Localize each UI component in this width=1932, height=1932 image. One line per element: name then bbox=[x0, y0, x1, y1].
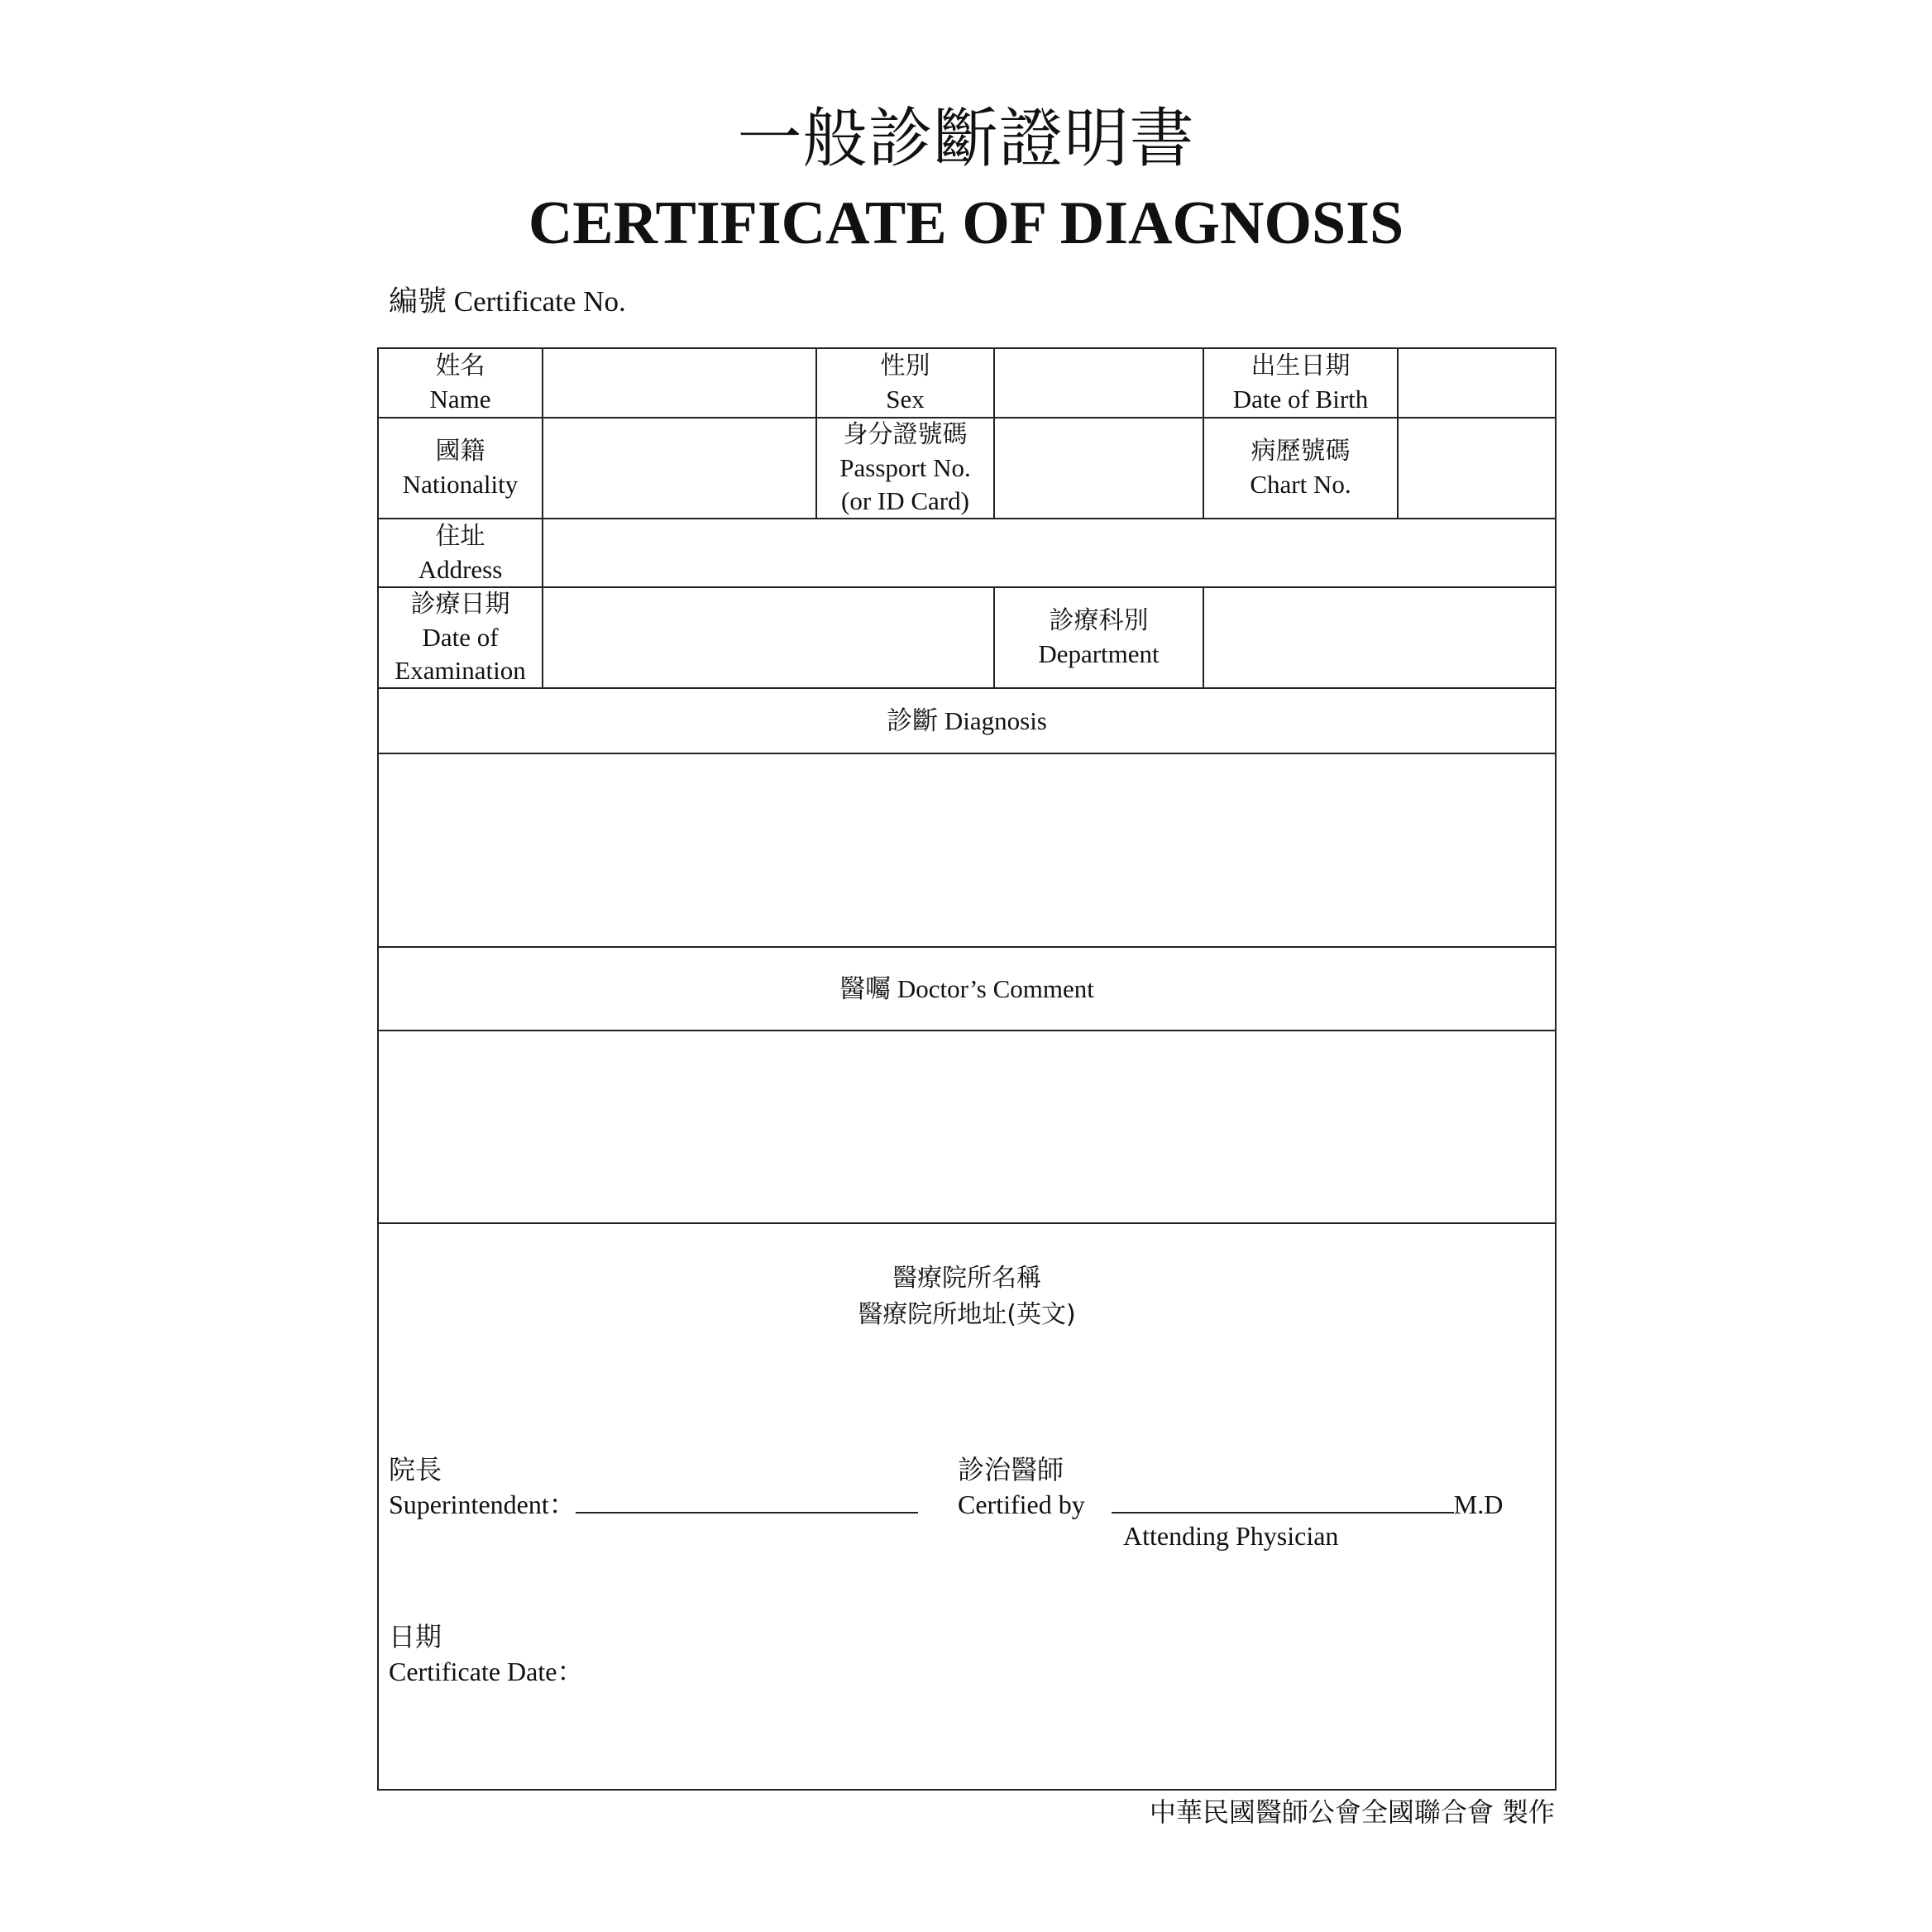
exam-date-field[interactable] bbox=[543, 588, 993, 687]
superintendent-signature[interactable] bbox=[389, 1487, 918, 1522]
address-field[interactable] bbox=[543, 519, 1555, 586]
chart-label: 病歷號碼 Chart No. bbox=[1250, 437, 1351, 499]
name-field[interactable] bbox=[543, 349, 815, 417]
attending-physician-caption: Attending Physician bbox=[1123, 1521, 1339, 1551]
certified-by-label: Certified by bbox=[958, 1490, 1085, 1519]
title-english: CERTIFICATE OF DIAGNOSIS bbox=[528, 189, 1404, 257]
name-label: 姓名 Name bbox=[429, 351, 491, 414]
certificate-date-label-zh: 日期 bbox=[389, 1621, 442, 1652]
hospital-name: 醫療院所名稱 bbox=[892, 1264, 1041, 1293]
sex-label: 性別 Sex bbox=[880, 351, 930, 414]
sex-field[interactable] bbox=[995, 349, 1203, 417]
passport-field[interactable] bbox=[995, 418, 1203, 518]
dob-field[interactable] bbox=[1399, 349, 1555, 417]
nationality-field[interactable] bbox=[543, 418, 815, 518]
address-label: 住址 Address bbox=[418, 521, 503, 584]
md-suffix: M.D bbox=[1453, 1490, 1504, 1519]
certificate-number-label: 編號 Certificate No. bbox=[389, 285, 626, 318]
department-label: 診療科別 Department bbox=[1038, 606, 1160, 668]
chart-field[interactable] bbox=[1399, 418, 1555, 518]
dob-label: 出生日期 Date of Birth bbox=[1232, 351, 1369, 414]
publisher-footer: 中華民國醫師公會全國聯合會 製作 bbox=[1149, 1796, 1555, 1828]
physician-label-zh: 診治醫師 bbox=[958, 1454, 1064, 1485]
certificate-date-label: Certificate Date： bbox=[389, 1657, 584, 1686]
diagnosis-field[interactable] bbox=[379, 754, 1555, 946]
superintendent-signature-line[interactable] bbox=[576, 1487, 918, 1514]
diagnosis-heading: 診斷 Diagnosis bbox=[887, 705, 1047, 735]
superintendent-label: Superintendent： bbox=[389, 1490, 576, 1519]
diagnosis-form-table bbox=[377, 347, 1557, 1791]
title-chinese: 一般診斷證明書 bbox=[737, 102, 1195, 176]
doctor-comment-heading: 醫囑 Doctor’s Comment bbox=[839, 973, 1094, 1003]
superintendent-label-zh: 院長 bbox=[389, 1454, 442, 1485]
physician-signature[interactable] bbox=[958, 1487, 1503, 1522]
department-field[interactable] bbox=[1204, 588, 1555, 687]
physician-signature-line[interactable] bbox=[1112, 1487, 1454, 1514]
hospital-address: 醫療院所地址(英文) bbox=[858, 1300, 1076, 1329]
exam-date-label: 診療日期 Date of Examination bbox=[395, 590, 526, 685]
doctor-comment-field[interactable] bbox=[379, 1031, 1555, 1222]
hospital-info bbox=[379, 1257, 1555, 1337]
nationality-label: 國籍 Nationality bbox=[402, 437, 519, 499]
passport-label: 身分證號碼 Passport No. (or ID Card) bbox=[839, 420, 971, 515]
